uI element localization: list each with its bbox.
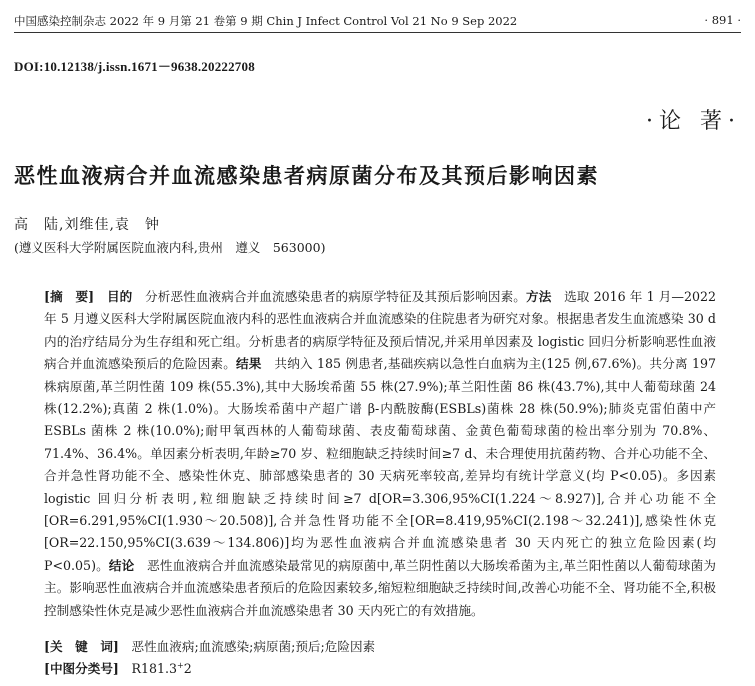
affiliation: (遵义医科大学附属医院血液内科,贵州 遵义 563000): [14, 240, 326, 255]
classification-label: [中图分类号]: [44, 661, 119, 676]
classification: [44, 658, 192, 677]
abstract-label: [摘 要]: [44, 289, 95, 304]
keywords-text: 恶性血液病;血流感染;病原菌;预后;危险因素: [131, 639, 376, 654]
methods-text: 选取 2016 年 1 月—2022 年 5 月遵义医科大学附属医院血液内科的恶性血液病合并血流感染的住院患者为研究对象。根据患者发生血流感染 30 d 内的治疗结局分为生存组和死亡组。分析患者的病原学特征及预后情况,并采用单因素及 logistic 回归分析影响恶性血液病合并血流感染预后的危险因素。: [44, 289, 717, 372]
abstract: [44, 286, 716, 622]
classification-suffix: 2: [183, 661, 192, 676]
conclusion-text: 恶性血液病合并血流感染最常见的病原菌中,革兰阴性菌以大肠埃希菌为主,革兰阳性菌以人葡萄球菌为主。影响恶性血液病合并血流感染患者预后的危险因素较多,缩短粒细胞缺乏持续时间,改善心功能不全、肾功能不全,积极控制感染性休克是减少恶性血液病合并血流感染患者 30 天内死亡的有效措施。: [44, 557, 717, 618]
journal-info: 中国感染控制杂志 2022 年 9 月第 21 卷第 9 期 Chin J Infect Control Vol 21 No 9 Sep 2022: [14, 14, 518, 28]
results-label: 结果: [236, 356, 262, 372]
objective-label: 目的: [106, 289, 133, 304]
classification-code: R181.3: [131, 661, 178, 676]
keywords: [44, 636, 375, 655]
classification-sup: +: [177, 660, 184, 670]
article-title: 恶性血液病合并血流感染患者病原菌分布及其预后影响因素: [14, 164, 599, 188]
conclusion-label: 结论: [108, 557, 135, 573]
running-header: [14, 10, 741, 33]
article-type: ·论 著·: [646, 109, 741, 134]
page-number: · 891 ·: [704, 13, 741, 27]
authors: 高 陆,刘维佳,袁 钟: [14, 217, 160, 233]
results-text: 共纳入 185 例患者,基础疾病以急性白血病为主(125 例,67.6%)。共分离 197 株病原菌,革兰阴性菌 109 株(55.3%),其中大肠埃希菌 55 株(27.9%);革兰阳性菌 86 株(43.7%),其中人葡萄球菌 24 株(12.2%);真菌 2 株(1.0%)。大肠埃希菌中产超广谱 β-内酰胺酶(ESBLs)菌株 28 株(50.9%);肺炎克雷伯菌中产 ESBLs 菌株 2 株(10.0%);耐甲氧西林的人葡萄球菌、表皮葡萄球菌、金黄色葡萄球菌的检出率分别为 70.8%、71.4%、36.4%。单因素分析表明,年龄≥70 岁、粒细胞缺乏持续时间≥7 d、未合理使用抗菌药物、合并心功能不全、合并急性肾功能不全、感染性休克、肺部感染患者的 30 天病死率较高,差异均有统计学意义(均 P<0.05)。多因素 logistic 回归分析表明,粒细胞缺乏持续时间≥7 d[OR=3.306,95%CI(1.224～8.927)],合并心功能不全[OR=6.291,95%CI(1.930～20.508)],合并急性肾功能不全[OR=8.419,95%CI(2.198～32.241)],感染性休克[OR=22.150,95%CI(3.639～134.806)]均为恶性血液病合并血流感染患者 30 天内死亡的独立危险因素(均 P<0.05)。: [44, 356, 717, 573]
doi[interactable]: DOI:10.12138/j.issn.1671－9638.20222708: [14, 59, 255, 74]
methods-label: 方法: [526, 289, 552, 304]
objective-text: 分析恶性血液病合并血流感染患者的病原学特征及其预后影响因素。: [145, 289, 526, 304]
keywords-label: [关 键 词]: [44, 639, 119, 654]
